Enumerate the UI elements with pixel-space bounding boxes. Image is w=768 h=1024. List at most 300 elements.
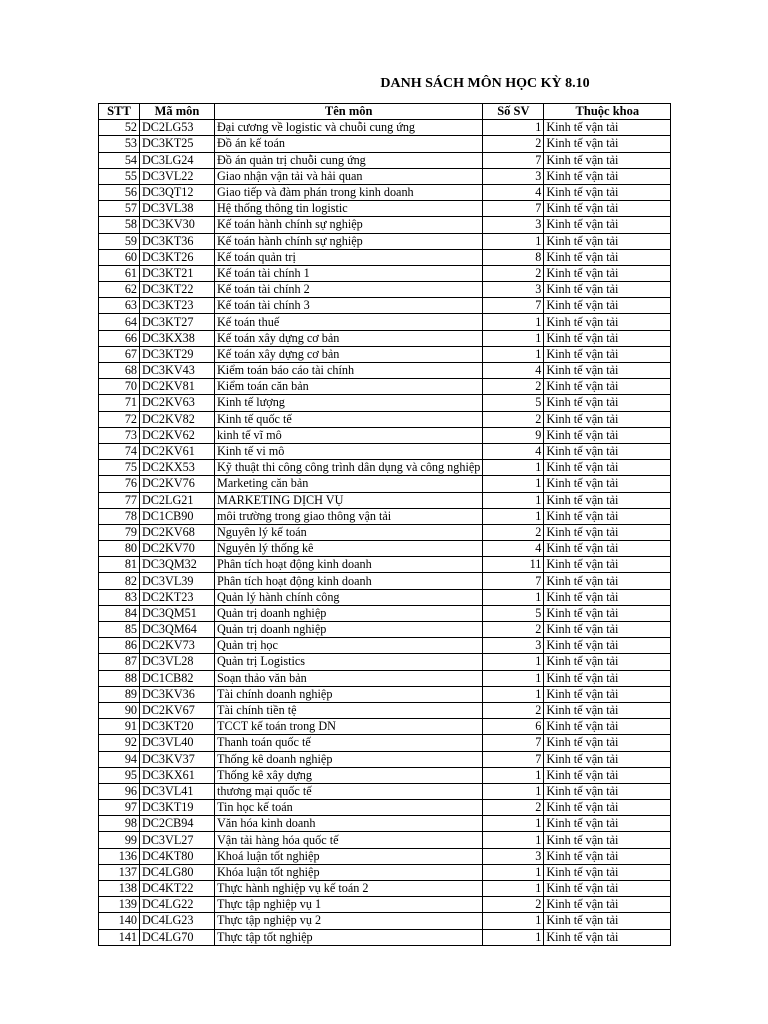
cell-course-code: DC2CB94: [140, 816, 215, 832]
cell-student-count: 7: [483, 298, 544, 314]
cell-course-name: Tin học kế toán: [215, 800, 483, 816]
cell-course-name: Giao nhận vận tải và hải quan: [215, 168, 483, 184]
table-row: [99, 508, 671, 524]
cell-faculty: Kinh tế vận tải: [544, 136, 671, 152]
cell-faculty: Kinh tế vận tải: [544, 719, 671, 735]
cell-course-code: DC4LG70: [140, 929, 215, 945]
cell-student-count: 1: [483, 670, 544, 686]
cell-stt: 64: [99, 314, 140, 330]
cell-stt: 82: [99, 573, 140, 589]
cell-course-code: DC3VL40: [140, 735, 215, 751]
cell-faculty: Kinh tế vận tải: [544, 346, 671, 362]
cell-course-name: Vận tải hàng hóa quốc tế: [215, 832, 483, 848]
cell-course-code: DC3LG24: [140, 152, 215, 168]
cell-course-name: TCCT kế toán trong DN: [215, 719, 483, 735]
cell-stt: 70: [99, 379, 140, 395]
cell-student-count: 7: [483, 573, 544, 589]
cell-course-code: DC2KV68: [140, 524, 215, 540]
cell-course-name: Văn hóa kinh doanh: [215, 816, 483, 832]
table-row: [99, 379, 671, 395]
course-list-table: [98, 103, 671, 946]
table-row: [99, 897, 671, 913]
cell-faculty: Kinh tế vận tải: [544, 508, 671, 524]
cell-stt: 56: [99, 184, 140, 200]
cell-course-code: DC4KT22: [140, 881, 215, 897]
cell-stt: 141: [99, 929, 140, 945]
cell-faculty: Kinh tế vận tải: [544, 314, 671, 330]
cell-student-count: 7: [483, 152, 544, 168]
cell-course-code: DC2KV62: [140, 427, 215, 443]
cell-stt: 136: [99, 848, 140, 864]
cell-stt: 62: [99, 282, 140, 298]
column-header-course-code: Mã môn: [140, 104, 215, 120]
cell-course-name: Quản trị doanh nghiệp: [215, 605, 483, 621]
cell-faculty: Kinh tế vận tải: [544, 524, 671, 540]
cell-faculty: Kinh tế vận tải: [544, 120, 671, 136]
table-row: [99, 492, 671, 508]
cell-stt: 97: [99, 800, 140, 816]
cell-course-name: Kiểm toán báo cáo tài chính: [215, 363, 483, 379]
table-row: [99, 460, 671, 476]
cell-course-code: DC3KT21: [140, 265, 215, 281]
cell-student-count: 2: [483, 702, 544, 718]
cell-faculty: Kinh tế vận tải: [544, 184, 671, 200]
cell-course-name: Tài chính tiền tệ: [215, 702, 483, 718]
cell-course-code: DC2KV76: [140, 476, 215, 492]
cell-course-name: Thống kê doanh nghiệp: [215, 751, 483, 767]
cell-course-name: Thống kê xây dựng: [215, 767, 483, 783]
cell-course-name: Hệ thống thông tin logistic: [215, 201, 483, 217]
cell-course-name: Giao tiếp và đàm phán trong kinh doanh: [215, 184, 483, 200]
cell-course-code: DC3KV30: [140, 217, 215, 233]
table-row: [99, 557, 671, 573]
cell-course-name: Kinh tế lượng: [215, 395, 483, 411]
cell-stt: 74: [99, 443, 140, 459]
cell-course-code: DC3VL22: [140, 168, 215, 184]
cell-faculty: Kinh tế vận tải: [544, 411, 671, 427]
cell-stt: 59: [99, 233, 140, 249]
cell-stt: 85: [99, 622, 140, 638]
cell-course-code: DC3KT26: [140, 249, 215, 265]
table-row: [99, 233, 671, 249]
table-body: [99, 120, 671, 946]
table-row: [99, 783, 671, 799]
cell-course-code: DC3VL28: [140, 654, 215, 670]
column-header-stt: STT: [99, 104, 140, 120]
cell-course-code: DC3KT36: [140, 233, 215, 249]
cell-student-count: 4: [483, 443, 544, 459]
cell-course-name: Kế toán tài chính 1: [215, 265, 483, 281]
cell-student-count: 3: [483, 638, 544, 654]
cell-course-name: Thanh toán quốc tế: [215, 735, 483, 751]
cell-student-count: 2: [483, 411, 544, 427]
cell-student-count: 1: [483, 589, 544, 605]
table-row: [99, 622, 671, 638]
cell-course-name: Kế toán hành chính sự nghiệp: [215, 233, 483, 249]
table-row: [99, 265, 671, 281]
table-row: [99, 184, 671, 200]
table-row: [99, 864, 671, 880]
cell-faculty: Kinh tế vận tải: [544, 783, 671, 799]
cell-faculty: Kinh tế vận tải: [544, 735, 671, 751]
cell-course-code: DC2KX53: [140, 460, 215, 476]
table-row: [99, 735, 671, 751]
cell-stt: 83: [99, 589, 140, 605]
cell-course-code: DC3KX61: [140, 767, 215, 783]
table-row: [99, 719, 671, 735]
table-row: [99, 443, 671, 459]
cell-course-code: DC3KV36: [140, 686, 215, 702]
cell-stt: 55: [99, 168, 140, 184]
cell-student-count: 1: [483, 816, 544, 832]
table-row: [99, 605, 671, 621]
table-row: [99, 249, 671, 265]
table-row: [99, 217, 671, 233]
table-row: [99, 541, 671, 557]
cell-course-name: Kinh tế vi mô: [215, 443, 483, 459]
cell-course-name: Đại cương về logistic và chuỗi cung ứng: [215, 120, 483, 136]
cell-student-count: 7: [483, 735, 544, 751]
cell-course-code: DC1CB90: [140, 508, 215, 524]
cell-student-count: 1: [483, 314, 544, 330]
cell-student-count: 2: [483, 136, 544, 152]
table-row: [99, 201, 671, 217]
cell-faculty: Kinh tế vận tải: [544, 492, 671, 508]
table-row: [99, 411, 671, 427]
cell-course-name: MARKETING DỊCH VỤ: [215, 492, 483, 508]
cell-student-count: 1: [483, 476, 544, 492]
cell-student-count: 4: [483, 541, 544, 557]
cell-course-name: Kế toán quản trị: [215, 249, 483, 265]
cell-course-code: DC3KT27: [140, 314, 215, 330]
cell-student-count: 3: [483, 168, 544, 184]
cell-student-count: 3: [483, 848, 544, 864]
cell-stt: 81: [99, 557, 140, 573]
cell-course-name: Thực tập nghiệp vụ 1: [215, 897, 483, 913]
cell-course-code: DC3VL38: [140, 201, 215, 217]
cell-student-count: 2: [483, 265, 544, 281]
cell-faculty: Kinh tế vận tải: [544, 298, 671, 314]
cell-faculty: Kinh tế vận tải: [544, 249, 671, 265]
cell-faculty: Kinh tế vận tải: [544, 864, 671, 880]
cell-course-name: Đồ án kế toán: [215, 136, 483, 152]
cell-faculty: Kinh tế vận tải: [544, 233, 671, 249]
cell-course-code: DC2KV82: [140, 411, 215, 427]
cell-course-code: DC2LG53: [140, 120, 215, 136]
cell-faculty: Kinh tế vận tải: [544, 330, 671, 346]
table-row: [99, 573, 671, 589]
table-row: [99, 816, 671, 832]
cell-course-code: DC3KV37: [140, 751, 215, 767]
cell-course-code: DC3KV43: [140, 363, 215, 379]
cell-stt: 84: [99, 605, 140, 621]
cell-student-count: 1: [483, 460, 544, 476]
cell-course-name: Kế toán tài chính 2: [215, 282, 483, 298]
cell-faculty: Kinh tế vận tải: [544, 541, 671, 557]
cell-course-name: Thực tập nghiệp vụ 2: [215, 913, 483, 929]
cell-course-code: DC3KT20: [140, 719, 215, 735]
cell-faculty: Kinh tế vận tải: [544, 152, 671, 168]
column-header-faculty: Thuộc khoa: [544, 104, 671, 120]
cell-faculty: Kinh tế vận tải: [544, 751, 671, 767]
cell-faculty: Kinh tế vận tải: [544, 638, 671, 654]
cell-course-name: Kế toán hành chính sự nghiệp: [215, 217, 483, 233]
document-title: DANH SÁCH MÔN HỌC KỲ 8.10: [380, 76, 590, 91]
cell-student-count: 1: [483, 832, 544, 848]
table-row: [99, 848, 671, 864]
cell-stt: 88: [99, 670, 140, 686]
cell-student-count: 11: [483, 557, 544, 573]
cell-course-code: DC3KT19: [140, 800, 215, 816]
cell-course-name: Kỹ thuật thi công công trình dân dụng và công nghiệp: [215, 460, 483, 476]
cell-course-name: thương mại quốc tế: [215, 783, 483, 799]
cell-course-code: DC3KT25: [140, 136, 215, 152]
cell-student-count: 1: [483, 120, 544, 136]
cell-stt: 58: [99, 217, 140, 233]
cell-course-code: DC3KT29: [140, 346, 215, 362]
cell-stt: 94: [99, 751, 140, 767]
cell-faculty: Kinh tế vận tải: [544, 848, 671, 864]
cell-faculty: Kinh tế vận tải: [544, 427, 671, 443]
cell-stt: 71: [99, 395, 140, 411]
cell-course-name: Kiểm toán căn bản: [215, 379, 483, 395]
cell-stt: 72: [99, 411, 140, 427]
cell-course-code: DC2KV81: [140, 379, 215, 395]
cell-stt: 139: [99, 897, 140, 913]
table-row: [99, 476, 671, 492]
cell-student-count: 1: [483, 913, 544, 929]
table-row: [99, 363, 671, 379]
table-row: [99, 395, 671, 411]
cell-student-count: 1: [483, 881, 544, 897]
cell-student-count: 9: [483, 427, 544, 443]
cell-faculty: Kinh tế vận tải: [544, 686, 671, 702]
cell-course-code: DC3VL39: [140, 573, 215, 589]
cell-student-count: 3: [483, 282, 544, 298]
cell-stt: 53: [99, 136, 140, 152]
cell-student-count: 1: [483, 233, 544, 249]
cell-stt: 90: [99, 702, 140, 718]
table-row: [99, 330, 671, 346]
table-row: [99, 314, 671, 330]
cell-stt: 87: [99, 654, 140, 670]
cell-stt: 140: [99, 913, 140, 929]
table-row: [99, 751, 671, 767]
cell-faculty: Kinh tế vận tải: [544, 265, 671, 281]
table-row: [99, 427, 671, 443]
table-row: [99, 136, 671, 152]
cell-course-code: DC3KT23: [140, 298, 215, 314]
cell-course-code: DC4LG22: [140, 897, 215, 913]
cell-stt: 89: [99, 686, 140, 702]
table-row: [99, 686, 671, 702]
table-row: [99, 120, 671, 136]
cell-stt: 76: [99, 476, 140, 492]
cell-faculty: Kinh tế vận tải: [544, 589, 671, 605]
table-row: [99, 168, 671, 184]
cell-stt: 138: [99, 881, 140, 897]
cell-student-count: 8: [483, 249, 544, 265]
cell-faculty: Kinh tế vận tải: [544, 476, 671, 492]
cell-stt: 95: [99, 767, 140, 783]
cell-faculty: Kinh tế vận tải: [544, 767, 671, 783]
cell-faculty: Kinh tế vận tải: [544, 605, 671, 621]
cell-faculty: Kinh tế vận tải: [544, 816, 671, 832]
cell-student-count: 1: [483, 508, 544, 524]
cell-stt: 66: [99, 330, 140, 346]
cell-course-name: Kế toán thuế: [215, 314, 483, 330]
cell-course-code: DC2KV70: [140, 541, 215, 557]
cell-course-name: Thực tập tốt nghiệp: [215, 929, 483, 945]
cell-course-name: Thực hành nghiệp vụ kế toán 2: [215, 881, 483, 897]
cell-course-code: DC3QM51: [140, 605, 215, 621]
table-row: [99, 670, 671, 686]
cell-course-code: DC1CB82: [140, 670, 215, 686]
cell-course-name: Kế toán xây dựng cơ bản: [215, 346, 483, 362]
cell-student-count: 1: [483, 783, 544, 799]
cell-course-code: DC3QM32: [140, 557, 215, 573]
column-header-student-count: Số SV: [483, 104, 544, 120]
cell-course-name: Kế toán tài chính 3: [215, 298, 483, 314]
cell-student-count: 7: [483, 751, 544, 767]
cell-course-name: Kinh tế quốc tế: [215, 411, 483, 427]
table-row: [99, 346, 671, 362]
cell-faculty: Kinh tế vận tải: [544, 460, 671, 476]
table-row: [99, 800, 671, 816]
table-row: [99, 913, 671, 929]
cell-stt: 75: [99, 460, 140, 476]
cell-course-code: DC2KV63: [140, 395, 215, 411]
cell-course-code: DC3QT12: [140, 184, 215, 200]
cell-student-count: 2: [483, 524, 544, 540]
cell-course-code: DC2KV73: [140, 638, 215, 654]
table-row: [99, 589, 671, 605]
cell-course-name: Soạn thảo văn bản: [215, 670, 483, 686]
cell-faculty: Kinh tế vận tải: [544, 379, 671, 395]
table-row: [99, 638, 671, 654]
cell-stt: 52: [99, 120, 140, 136]
table-row: [99, 702, 671, 718]
cell-student-count: 1: [483, 492, 544, 508]
cell-faculty: Kinh tế vận tải: [544, 702, 671, 718]
cell-course-name: Phân tích hoạt động kinh doanh: [215, 557, 483, 573]
cell-student-count: 1: [483, 346, 544, 362]
cell-stt: 54: [99, 152, 140, 168]
cell-stt: 57: [99, 201, 140, 217]
cell-stt: 63: [99, 298, 140, 314]
cell-faculty: Kinh tế vận tải: [544, 670, 671, 686]
cell-student-count: 1: [483, 330, 544, 346]
cell-student-count: 6: [483, 719, 544, 735]
cell-stt: 96: [99, 783, 140, 799]
cell-stt: 98: [99, 816, 140, 832]
cell-student-count: 4: [483, 184, 544, 200]
cell-student-count: 7: [483, 201, 544, 217]
cell-student-count: 5: [483, 605, 544, 621]
cell-stt: 86: [99, 638, 140, 654]
cell-student-count: 1: [483, 767, 544, 783]
cell-course-name: Nguyên lý thống kê: [215, 541, 483, 557]
cell-course-name: Kế toán xây dựng cơ bản: [215, 330, 483, 346]
cell-faculty: Kinh tế vận tải: [544, 832, 671, 848]
cell-stt: 92: [99, 735, 140, 751]
cell-stt: 137: [99, 864, 140, 880]
cell-stt: 91: [99, 719, 140, 735]
cell-faculty: Kinh tế vận tải: [544, 913, 671, 929]
column-header-course-name: Tên môn: [215, 104, 483, 120]
cell-stt: 80: [99, 541, 140, 557]
cell-faculty: Kinh tế vận tải: [544, 929, 671, 945]
cell-course-code: DC2KV67: [140, 702, 215, 718]
cell-faculty: Kinh tế vận tải: [544, 168, 671, 184]
cell-stt: 78: [99, 508, 140, 524]
cell-student-count: 2: [483, 897, 544, 913]
cell-course-code: DC4LG80: [140, 864, 215, 880]
table-row: [99, 282, 671, 298]
cell-course-code: DC3QM64: [140, 622, 215, 638]
cell-stt: 99: [99, 832, 140, 848]
cell-student-count: 2: [483, 379, 544, 395]
cell-student-count: 1: [483, 864, 544, 880]
cell-course-name: môi trường trong giao thông vận tải: [215, 508, 483, 524]
cell-faculty: Kinh tế vận tải: [544, 443, 671, 459]
cell-stt: 77: [99, 492, 140, 508]
cell-faculty: Kinh tế vận tải: [544, 881, 671, 897]
table-row: [99, 152, 671, 168]
cell-course-code: DC4KT80: [140, 848, 215, 864]
cell-course-name: Quản trị học: [215, 638, 483, 654]
cell-course-code: DC2KT23: [140, 589, 215, 605]
cell-course-code: DC2LG21: [140, 492, 215, 508]
cell-course-name: Khóa luận tốt nghiệp: [215, 864, 483, 880]
table-row: [99, 767, 671, 783]
cell-course-name: Khoá luận tốt nghiệp: [215, 848, 483, 864]
cell-course-name: Marketing căn bản: [215, 476, 483, 492]
table-row: [99, 654, 671, 670]
cell-course-name: kinh tế vĩ mô: [215, 427, 483, 443]
cell-student-count: 1: [483, 686, 544, 702]
cell-course-name: Tài chính doanh nghiệp: [215, 686, 483, 702]
cell-stt: 67: [99, 346, 140, 362]
cell-stt: 61: [99, 265, 140, 281]
cell-faculty: Kinh tế vận tải: [544, 395, 671, 411]
cell-faculty: Kinh tế vận tải: [544, 282, 671, 298]
cell-student-count: 1: [483, 654, 544, 670]
cell-faculty: Kinh tế vận tải: [544, 654, 671, 670]
cell-stt: 68: [99, 363, 140, 379]
cell-course-name: Phân tích hoạt động kinh doanh: [215, 573, 483, 589]
cell-student-count: 4: [483, 363, 544, 379]
cell-stt: 73: [99, 427, 140, 443]
cell-faculty: Kinh tế vận tải: [544, 557, 671, 573]
table-row: [99, 524, 671, 540]
cell-faculty: Kinh tế vận tải: [544, 897, 671, 913]
table-row: [99, 298, 671, 314]
table-row: [99, 929, 671, 945]
cell-faculty: Kinh tế vận tải: [544, 800, 671, 816]
cell-student-count: 2: [483, 622, 544, 638]
cell-course-code: DC3VL27: [140, 832, 215, 848]
cell-course-code: DC4LG23: [140, 913, 215, 929]
table-row: [99, 832, 671, 848]
cell-faculty: Kinh tế vận tải: [544, 201, 671, 217]
cell-faculty: Kinh tế vận tải: [544, 217, 671, 233]
table-header-row: [99, 104, 671, 120]
cell-student-count: 2: [483, 800, 544, 816]
cell-course-name: Nguyên lý kế toán: [215, 524, 483, 540]
cell-course-name: Quản lý hành chính công: [215, 589, 483, 605]
cell-course-code: DC3KX38: [140, 330, 215, 346]
